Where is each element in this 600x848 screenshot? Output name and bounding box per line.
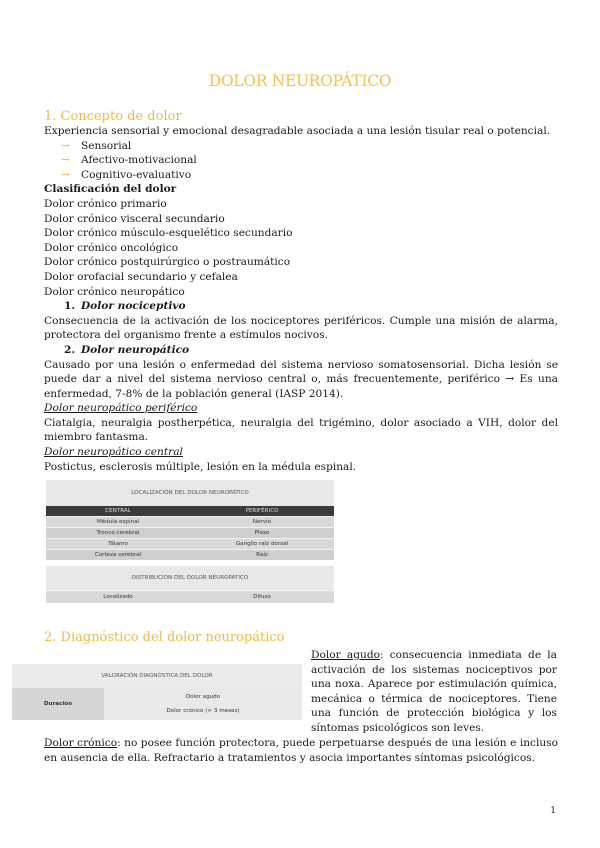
neuropatico-text: Causado por una lesión o enfermedad del sistema nervioso somatosensorial. Dicha lesión se puede dar a nivel del sistema nervioso central o, más frecuentemente, periférico → Es una enfermedad, 7-8% de la población general (IASP 2014). <box>44 358 558 400</box>
table-row: Corteza cerebral Raíz <box>46 549 334 560</box>
list-item: → Cognitivo-evaluativo <box>61 168 192 181</box>
table-title: LOCALIZACIÓN DEL DOLOR NEUROPÁTICO <box>46 480 334 506</box>
nociceptivo-text: Consecuencia de la activación de los nociceptores periféricos. Cumple una misión de alarma, protectora del organismo frente a estímulos nocivos. <box>44 314 558 342</box>
table-row: Tronco cerebral Plexo <box>46 527 334 538</box>
table-title-2: DISTRIBUCIÓN DEL DOLOR NEUROPÁTICO <box>46 566 334 590</box>
list-item: Dolor crónico neuropático <box>44 285 185 298</box>
neuropatico-heading: 2. Dolor neuropático <box>64 343 190 356</box>
duration-chronic: Dolor crónico (> 3 meses) <box>166 708 240 714</box>
section-1 <box>44 109 558 474</box>
bullet-list <box>44 139 558 183</box>
nociceptivo-heading: 1. Dolor nociceptivo <box>64 300 186 313</box>
duration-acute: Dolor agudo <box>185 694 221 700</box>
arrow-icon: → <box>61 168 70 181</box>
list-item: Dolor orofacial secundario y cefalea <box>44 270 238 283</box>
list-item: → Afectivo-motivacional <box>61 154 197 167</box>
classification-title: Clasificación del dolor <box>44 183 177 196</box>
duration-label: Duración <box>12 688 104 720</box>
section-2-heading: 2. Diagnóstico del dolor neuropático <box>44 630 285 645</box>
list-item: Dolor crónico músculo-esquelético secundario <box>44 227 293 240</box>
central-text: Postictus, esclerosis múltiple, lesión en la médula espinal. <box>44 460 357 473</box>
list-item: Dolor crónico oncológico <box>44 241 179 254</box>
table-title: VALORACIÓN DIAGNÓSTICA DEL DOLOR <box>12 664 302 688</box>
list-item: Dolor crónico visceral secundario <box>44 212 225 225</box>
table-row <box>12 688 302 720</box>
periferico-heading: Dolor neuropático periférico <box>44 402 198 415</box>
localization-table <box>46 480 334 603</box>
cronico-text: Dolor crónico: no posee función protectora, puede perpetuarse después de una lesión e incluso en ausencia de ella. Refractario a tratamientos y asocia importantes síntomas psicológicos. <box>44 737 559 764</box>
list-item: Dolor crónico primario <box>44 197 167 210</box>
agudo-text: Dolor agudo: consecuencia inmediata de la activación de los sistemas nociceptivos por una noxa. Aparece por estimulación química, mecánica o térmica de nociceptores. Tiene una función de protección biológica y los síntomas psicológicos son leves. <box>311 649 557 734</box>
arrow-icon: → <box>61 154 70 167</box>
arrow-icon: → <box>61 139 70 152</box>
table-row: Localizado Difuso <box>46 590 334 603</box>
intro-text: Experiencia sensorial y emocional desagradable asociada a una lesión tisular real o potencial. <box>44 125 551 137</box>
table-header: CENTRAL PERIFÉRICO <box>46 506 334 516</box>
diagnostic-table <box>12 664 302 720</box>
central-heading: Dolor neuropático central <box>44 446 183 459</box>
table-row: Tálamo Ganglio raíz dorsal <box>46 538 334 549</box>
periferico-text: Ciatalgia, neuralgia postherpética, neuralgia del trigémino, dolor asociado a VIH, dolor del miembro fantasma. <box>44 416 558 444</box>
page-title: DOLOR NEUROPÁTICO <box>208 72 392 90</box>
page-number: 1 <box>550 806 556 816</box>
section-1-heading: 1. Concepto de dolor <box>44 109 182 124</box>
list-item: Dolor crónico postquirúrgico o postraumático <box>44 256 291 269</box>
list-item: → Sensorial <box>61 139 132 152</box>
table-row: Médula espinal Nervio <box>46 516 334 527</box>
